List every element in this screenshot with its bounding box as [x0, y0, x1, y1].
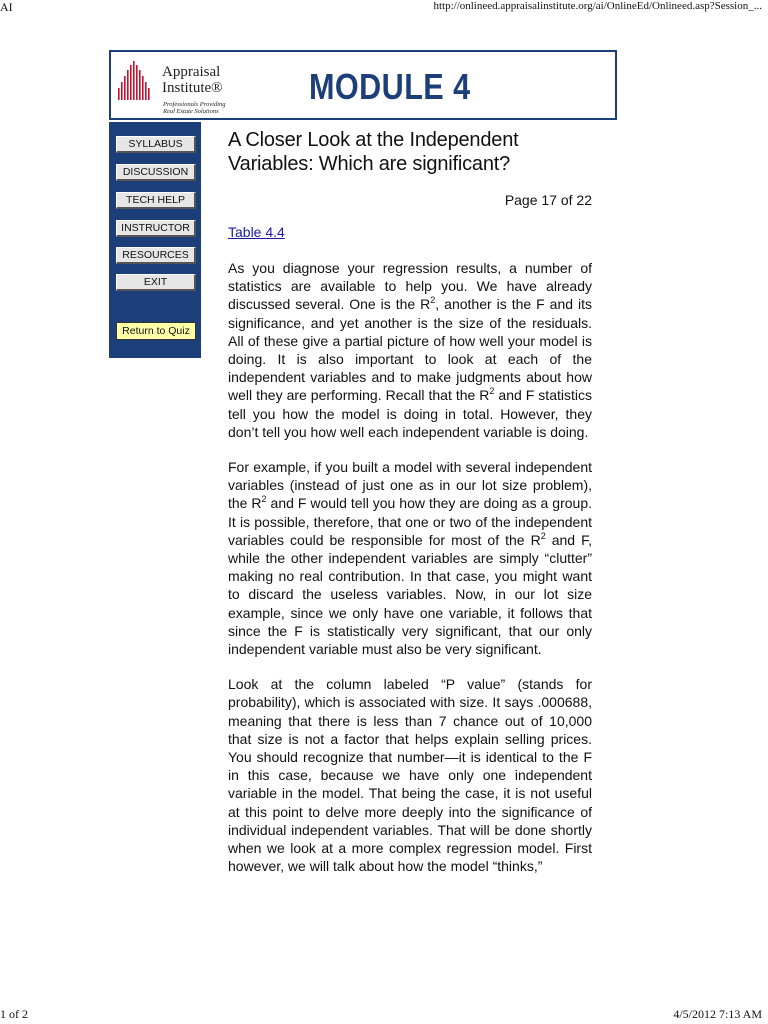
tech-help-button[interactable]: TECH HELP [116, 192, 196, 209]
exit-button[interactable]: EXIT [116, 274, 196, 291]
logo-tagline: Professionals Providing Real Estate Solutions [163, 101, 226, 115]
sidebar-nav [109, 122, 201, 358]
discussion-button[interactable]: DISCUSSION [116, 164, 196, 181]
main-content [228, 128, 592, 876]
syllabus-button[interactable]: SYLLABUS [116, 136, 196, 153]
print-header-title: AI [0, 0, 13, 14]
resources-button[interactable]: RESOURCES [116, 247, 196, 264]
paragraph-1: As you diagnose your regression results, a number of statistics are available to help you. We have already discussed several. One is the $R^2$, another is the F and its significance, and yet another is the size of the residuals. All of these give a partial picture of how well your model is doing. It is also important to look at each of the independent variables and to make judgments about how well they are performing. Recall that the $R^2$ and F statistics tell you how the model is doing in total. However, they don’t tell you how well each independent variable is doing. [228, 260, 592, 440]
module-title: MODULE 4 [309, 66, 471, 107]
page-indicator: Page 17 of 22 [504, 192, 592, 208]
paragraph-2: For example, if you built a model with several independent variables (instead of just one as in our lot size problem), the $R^2$ and F would tell you how they are doing as a group. It is possible, therefore, that one or two of the independent variables could be responsible for most of the $R^2$ and F, while the other independent variables are simply “clutter” making no real contribution. In that case, you might want to discard the useless variables. Now, in our lot size example, since we only have one variable, it follows that since the F is statistically very significant, that our only independent variable must also be very significant. [228, 459, 592, 658]
return-to-quiz-button[interactable]: Return to Quiz [116, 322, 196, 340]
bar-logo-icon [117, 60, 157, 100]
appraisal-institute-logo [117, 58, 267, 118]
module-banner [109, 50, 617, 120]
paragraph-3: Look at the column labeled “P value” (stands for probability), which is associated with size. It says .000688, meaning that there is less than 7 chance out of 10,000 that size is not a factor that helps explain selling prices. You should recognize that number—it is identical to the F in this case, because we have only one independent variable in the model. That being the case, it is not useful at this point to delve more deeply into the significance of individual independent variables. That will be done shortly when we look at a more complex regression model. First however, we will talk about how the model “thinks,” [228, 676, 592, 875]
print-footer-page: 1 of 2 [0, 1007, 28, 1021]
logo-name: Appraisal Institute® [162, 64, 223, 96]
print-header-url: http://onlineed.appraisalinstitute.org/ai/OnlineEd/Onlineed.asp?Session_... [433, 0, 762, 12]
page-title: A Closer Look at the Independent Variables: Which are significant? [228, 129, 519, 175]
table-4-4-link[interactable]: Table 4.4 [228, 224, 285, 240]
instructor-button[interactable]: INSTRUCTOR [116, 220, 196, 237]
print-footer-datetime: 4/5/2012 7:13 AM [673, 1007, 762, 1021]
